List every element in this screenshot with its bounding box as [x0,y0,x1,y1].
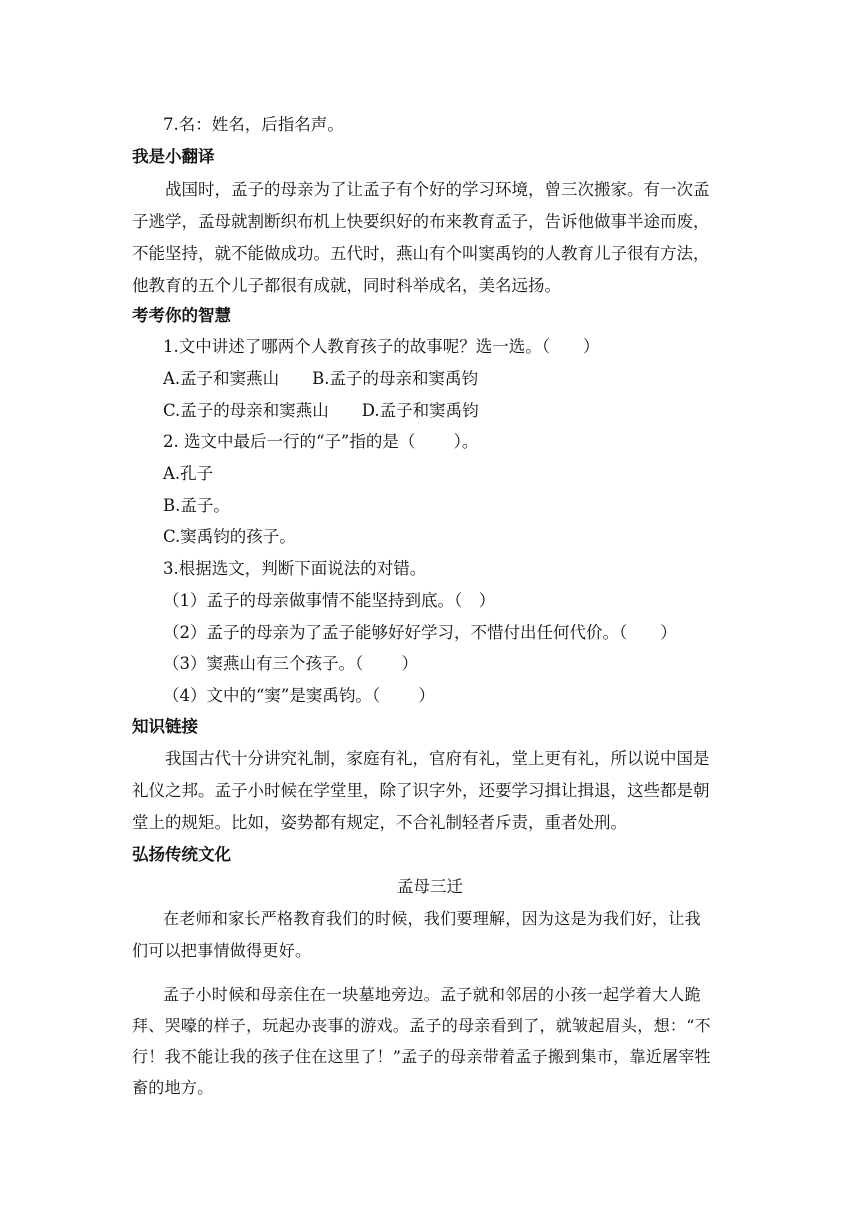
translation-line-2: 子逃学，孟母就割断织布机上快要织好的布来教育孟子，告诉他做事半途而废， [132,212,710,231]
quiz-question-3-item-3: （3）窦燕山有三个孩子。（ ） [163,654,418,673]
section-heading-knowledge: 知识链接 [132,717,198,736]
story-para2-line-2: 拜、哭嚎的样子，玩起办丧事的游戏。孟子的母亲看到了，就皱起眉头，想：“不 [132,1016,711,1035]
quiz-question-1-options-ab: A.孟子和窦燕山 B.孟子的母亲和窦禹钧 [163,369,479,388]
translation-line-4: 他教育的五个儿子都很有成就，同时科举成名，美名远扬。 [132,276,561,295]
quiz-question-1: 1.文中讲述了哪两个人教育孩子的故事呢？选一选。（ ） [163,337,600,356]
note-7: 7.名：姓名，后指名声。 [163,115,344,134]
story-title: 孟母三迁 [397,877,463,896]
quiz-question-3: 3.根据选文，判断下面说法的对错。 [163,559,427,578]
quiz-question-2: 2. 选文中最后一行的“子”指的是（ ）。 [163,432,479,451]
quiz-question-2-option-b: B.孟子。 [163,496,230,515]
translation-line-1: 战国时，孟子的母亲为了让孟子有个好的学习环境，曾三次搬家。有一次孟 [165,180,710,199]
story-para2-line-4: 畜的地方。 [132,1078,214,1097]
section-heading-translation: 我是小翻译 [132,147,215,166]
story-para2-line-3: 行！我不能让我的孩子住在这里了！”孟子的母亲带着孟子搬到集市，靠近屠宰牲 [132,1047,711,1066]
story-para2-line-1: 孟子小时候和母亲住在一块墓地旁边。孟子就和邻居的小孩一起学着大人跪 [163,985,701,1004]
story-para1-line-1: 在老师和家长严格教育我们的时候，我们要理解，因为这是为我们好，让我 [163,909,701,928]
quiz-question-3-item-2: （2）孟子的母亲为了孟子能够好好学习，不惜付出任何代价。（ ） [163,623,677,642]
story-para1-line-2: 们可以把事情做得更好。 [132,941,312,960]
quiz-question-2-option-a: A.孔子 [163,464,214,483]
quiz-question-1-options-cd: C.孟子的母亲和窦燕山 D.孟子和窦禹钧 [163,401,479,420]
section-heading-quiz: 考考你的智慧 [132,306,231,325]
quiz-question-2-option-c: C.窦禹钧的孩子。 [163,527,296,546]
quiz-question-3-item-1: （1）孟子的母亲做事情不能坚持到底。（ ） [163,591,496,610]
section-heading-culture: 弘扬传统文化 [132,845,231,864]
knowledge-line-3: 堂上的规矩。比如，姿势都有规定，不合礼制轻者斥责，重者处刑。 [132,813,627,832]
translation-line-3: 不能坚持，就不能做成功。五代时，燕山有个叫窦禹钧的人教育儿子很有方法， [132,244,710,263]
knowledge-line-1: 我国古代十分讲究礼制，家庭有礼，官府有礼，堂上更有礼，所以说中国是 [165,749,710,768]
knowledge-line-2: 礼仪之邦。孟子小时候在学堂里，除了识字外，还要学习揖让揖退，这些都是朝 [132,781,710,800]
quiz-question-3-item-4: （4）文中的“窦”是窦禹钧。（ ） [163,686,435,705]
